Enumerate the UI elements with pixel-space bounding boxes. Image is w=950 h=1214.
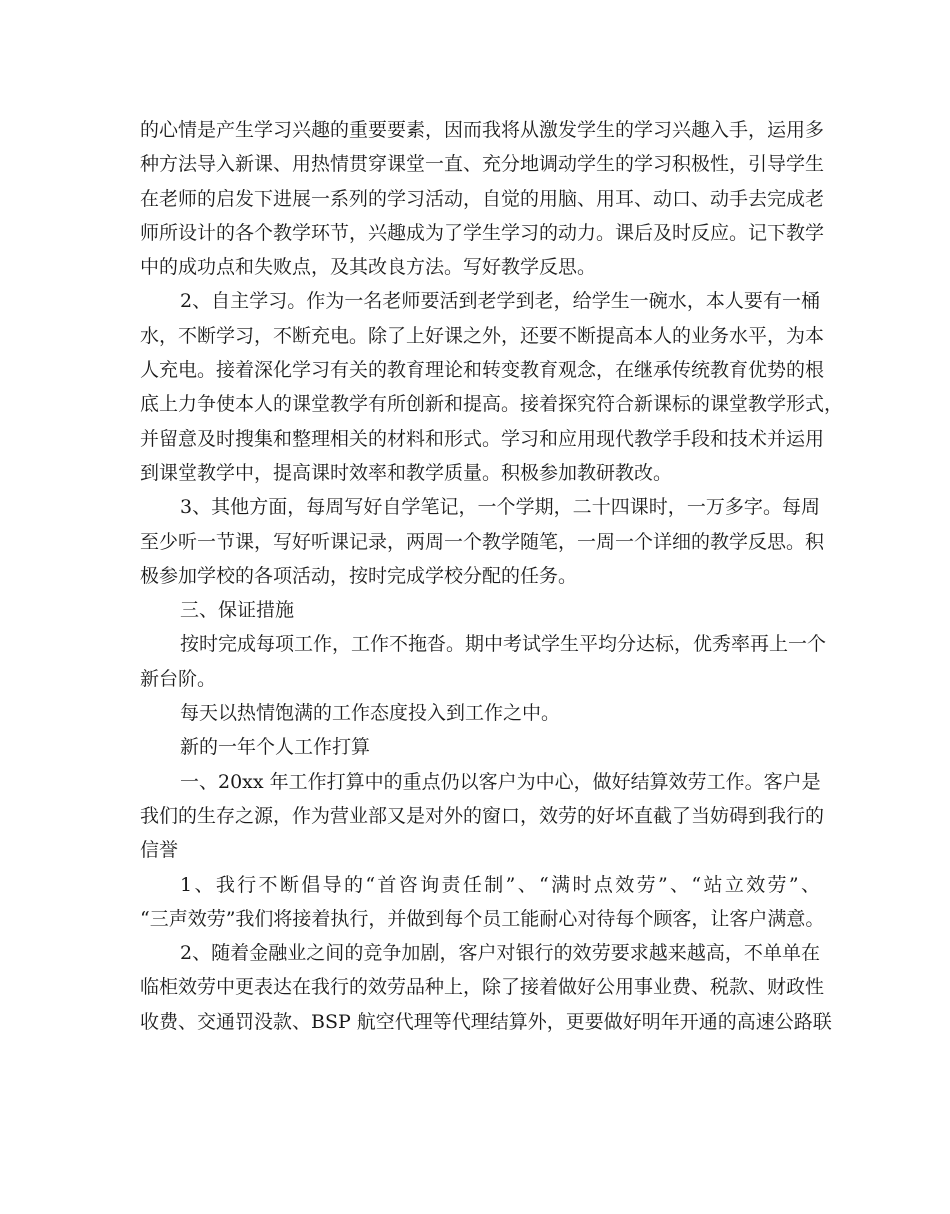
text-line: 到课堂教学中，提高课时效率和教学质量。积极参加教研教改。	[140, 461, 673, 484]
text-line: 人充电。接着深化学习有关的教育理论和转变教育观念，在继承传统教育优势的根	[140, 359, 825, 382]
text-line: 信誉	[140, 839, 179, 862]
text-line: 一、20xx 年工作打算中的重点仍以客户为中心，做好结算效劳工作。客户是	[180, 770, 821, 793]
text-line: 水，不断学习，不断充电。除了上好课之外，还要不断提高本人的业务水平，为本	[140, 324, 825, 347]
text-line: 临柜效劳中更表达在我行的效劳品种上，除了接着做好公用事业费、税款、财政性	[140, 976, 825, 999]
text-line: 至少听一节课，写好听课记录，两周一个教学随笔，一周一个详细的教学反思。积	[140, 530, 825, 553]
text-line: 在老师的启发下进展一系列的学习活动，自觉的用脑、用耳、动口、动手去完成老	[140, 187, 825, 210]
text-line: 按时完成每项工作，工作不拖沓。期中考试学生平均分达标，优秀率再上一个	[180, 633, 827, 656]
text-line: 新台阶。	[140, 667, 217, 690]
text-line: 种方法导入新课、用热情贯穿课堂一直、充分地调动学生的学习积极性，引导学生	[140, 153, 825, 176]
section-heading: 新的一年个人工作打算	[180, 736, 371, 759]
text-line: 中的成功点和失败点，及其改良方法。写好教学反思。	[140, 256, 597, 279]
document-body	[140, 113, 844, 1039]
text-line: 收费、交通罚没款、BSP 航空代理等代理结算外，更要做好明年开通的高速公路联	[140, 1010, 832, 1033]
text-line: 每天以热情饱满的工作态度投入到工作之中。	[180, 702, 561, 725]
text-line: 底上力争使本人的课堂教学有所创新和提高。接着探究符合新课标的课堂教学形式，	[140, 393, 844, 416]
text-line: 3、其他方面，每周写好自学笔记，一个学期，二十四课时，一万多字。每周	[180, 496, 820, 519]
text-line: 2、随着金融业之间的竞争加剧，客户对银行的效劳要求越来越高，不单单在	[180, 942, 820, 965]
section-heading: 三、保证措施	[180, 599, 295, 622]
text-line: 并留意及时搜集和整理相关的材料和形式。学习和应用现代教学手段和技术并运用	[140, 427, 825, 450]
text-line: 极参加学校的各项活动，按时完成学校分配的任务。	[140, 564, 578, 587]
text-line: 师所设计的各个教学环节，兴趣成为了学生学习的动力。课后及时反应。记下教学	[140, 221, 825, 244]
text-line: “三声效劳”我们将接着执行，并做到每个员工能耐心对待每个顾客，让客户满意。	[140, 907, 825, 930]
text-line: 的心情是产生学习兴趣的重要要素，因而我将从激发学生的学习兴趣入手，运用多	[140, 119, 825, 141]
text-line: 1、我行不断倡导的“首咨询责任制”、“满时点效劳”、“站立效劳”、	[180, 873, 820, 896]
text-line: 2、自主学习。作为一名老师要活到老学到老，给学生一碗水，本人要有一桶	[180, 290, 820, 313]
text-line: 我们的生存之源，作为营业部又是对外的窗口，效劳的好坏直截了当妨碍到我行的	[140, 804, 825, 827]
